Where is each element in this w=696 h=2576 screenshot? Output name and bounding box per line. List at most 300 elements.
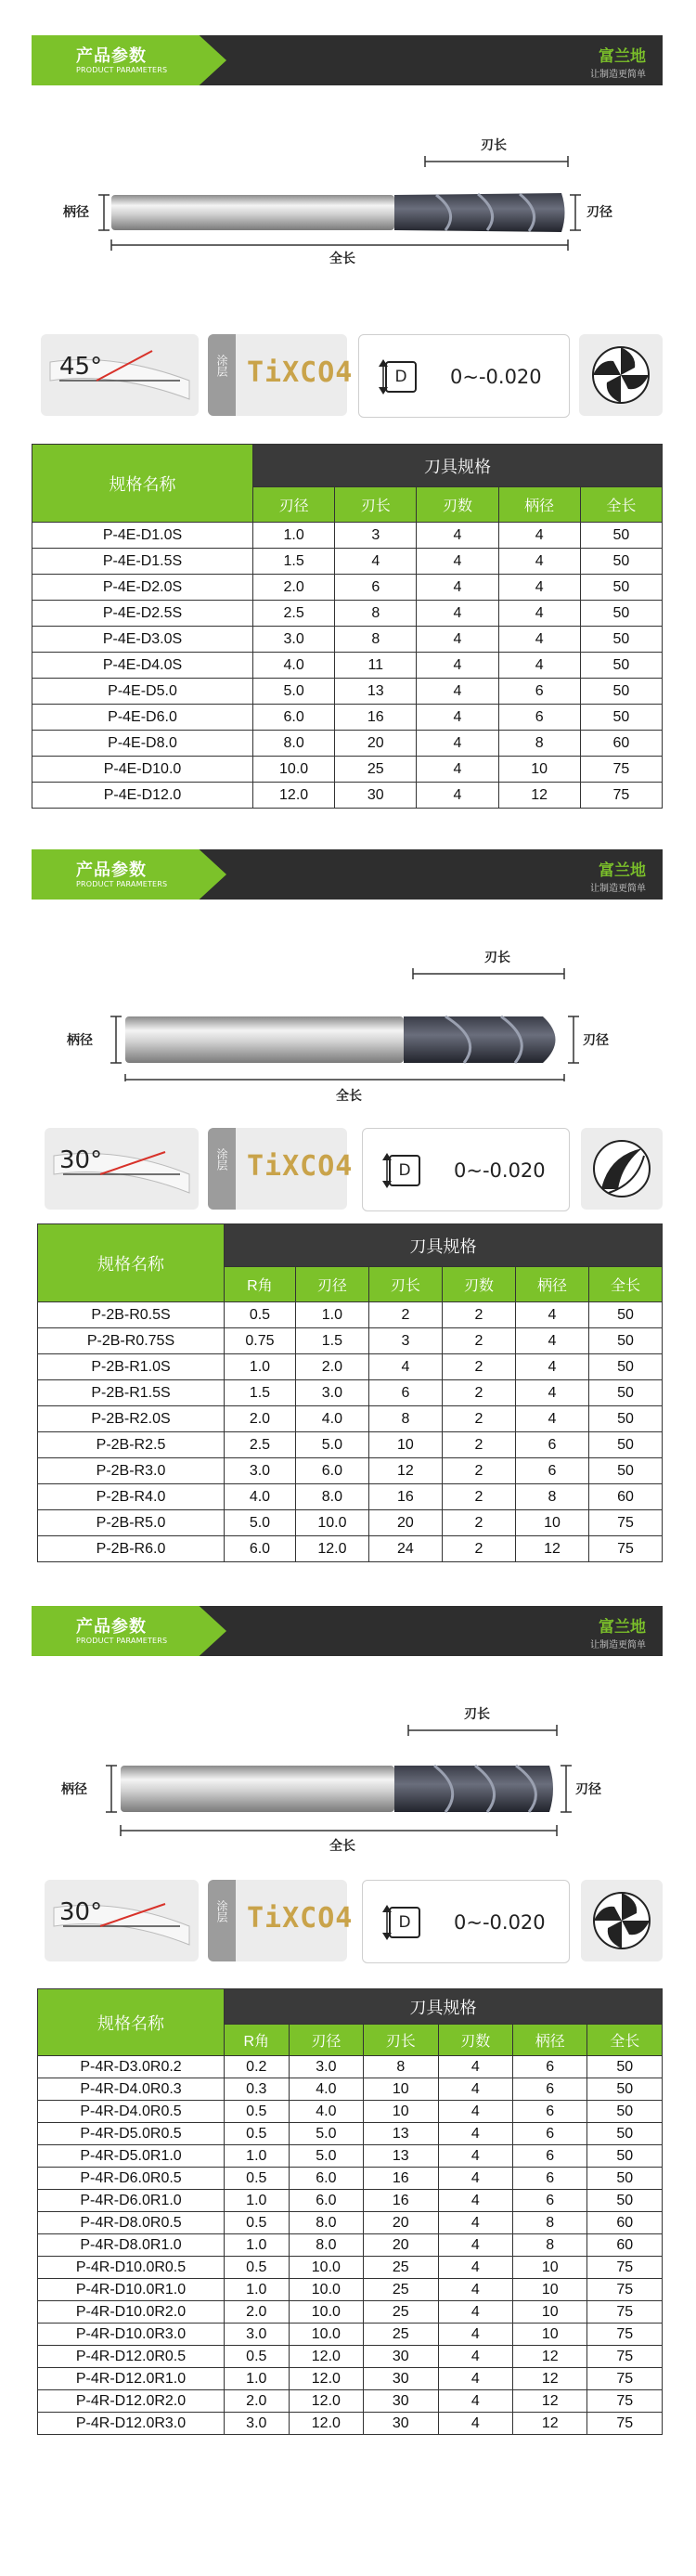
shank-dia-label: 柄径: [63, 205, 89, 220]
column-header: 全长: [580, 487, 662, 523]
spec-value-cell: 4: [438, 2368, 512, 2390]
banner-title: 产品参数: [76, 1617, 147, 1637]
spec-value-cell: 5.0: [295, 1432, 368, 1458]
spec-value-cell: 4.0: [289, 2101, 363, 2123]
spec-name-cell: P-4R-D6.0R0.5: [38, 2168, 225, 2190]
spec-value-cell: 75: [587, 2301, 663, 2324]
spec-value-cell: 10: [515, 1510, 588, 1536]
spec-value-cell: 4: [368, 1354, 442, 1380]
spec-name-cell: P-4R-D8.0R1.0: [38, 2234, 225, 2257]
spec-value-cell: 60: [588, 1484, 662, 1510]
spec-name-cell: P-4R-D8.0R0.5: [38, 2212, 225, 2234]
spec-value-cell: 50: [580, 549, 662, 575]
spec-value-cell: 2.0: [253, 575, 335, 601]
spec-value-cell: 1.0: [225, 2279, 290, 2301]
spec-value-cell: 20: [368, 1510, 442, 1536]
spec-value-cell: 12.0: [289, 2413, 363, 2435]
blade-dia-label: 刃径: [575, 1782, 601, 1797]
spec-value-cell: 13: [364, 2145, 438, 2168]
spec-value-cell: 13: [335, 679, 417, 705]
brand-name: 富兰地: [599, 1618, 646, 1637]
spec-value-cell: 12.0: [289, 2368, 363, 2390]
spec-value-cell: 50: [580, 575, 662, 601]
spec-name-cell: P-2B-R6.0: [38, 1536, 225, 1562]
spec-value-cell: 8: [368, 1406, 442, 1432]
spec-value-cell: 30: [364, 2413, 438, 2435]
spec-value-cell: 4: [438, 2301, 512, 2324]
spec-value-cell: 25: [364, 2324, 438, 2346]
spec-name-cell: P-2B-R4.0: [38, 1484, 225, 1510]
column-header: R角: [225, 1267, 296, 1302]
spec-value-cell: 2: [442, 1458, 515, 1484]
spec-value-cell: 8.0: [295, 1484, 368, 1510]
spec-value-cell: 4: [417, 731, 498, 757]
two-flute-ball-icon: [581, 1128, 663, 1210]
spec-value-cell: 30: [364, 2346, 438, 2368]
coating-badge: [208, 334, 354, 416]
spec-value-cell: 10.0: [289, 2301, 363, 2324]
spec-name-cell: P-4E-D5.0: [32, 679, 253, 705]
table-row: [38, 2168, 663, 2190]
table-row: [38, 2190, 663, 2212]
column-header: 全长: [588, 1267, 662, 1302]
spec-value-cell: 3.0: [225, 1458, 296, 1484]
spec-name-cell: P-2B-R1.5S: [38, 1380, 225, 1406]
group-header: 刀具规格: [225, 1224, 663, 1267]
tolerance-badge: [358, 334, 570, 418]
coating-label-strip: [208, 1880, 236, 1961]
spec-value-cell: 10: [368, 1432, 442, 1458]
spec-value-cell: 20: [364, 2212, 438, 2234]
feature-icons: [32, 334, 663, 420]
spec-name-cell: P-4R-D12.0R1.0: [38, 2368, 225, 2390]
column-header: 刃径: [295, 1267, 368, 1302]
spec-value-cell: 4: [417, 679, 498, 705]
spec-value-cell: 1.5: [225, 1380, 296, 1406]
spec-name-cell: P-4R-D10.0R1.0: [38, 2279, 225, 2301]
blade-dia-label: 刃径: [583, 1033, 609, 1048]
table-row: [38, 2368, 663, 2390]
spec-value-cell: 20: [364, 2234, 438, 2257]
spec-value-cell: 0.5: [225, 1302, 296, 1328]
column-header: R角: [225, 2025, 290, 2056]
spec-name-cell: P-4E-D2.0S: [32, 575, 253, 601]
brand-name: 富兰地: [599, 47, 646, 66]
total-length-label: 全长: [329, 1839, 355, 1854]
spec-value-cell: 50: [580, 705, 662, 731]
corner-radius-end-mill-drawing: [0, 1699, 696, 1838]
spec-value-cell: 10.0: [295, 1510, 368, 1536]
spec-value-cell: 1.0: [225, 2368, 290, 2390]
brand-name: 富兰地: [599, 861, 646, 880]
spec-value-cell: 5.0: [253, 679, 335, 705]
coating-badge: [208, 1880, 354, 1961]
spec-value-cell: 30: [364, 2390, 438, 2413]
spec-value-cell: 4: [417, 705, 498, 731]
spec-value-cell: 50: [588, 1380, 662, 1406]
spec-value-cell: 75: [587, 2368, 663, 2390]
spec-value-cell: 10.0: [289, 2257, 363, 2279]
spec-name-cell: P-4E-D12.0: [32, 783, 253, 809]
spec-value-cell: 10: [513, 2279, 587, 2301]
coating-name: TiXCO4: [247, 1150, 354, 1183]
spec-value-cell: 25: [364, 2279, 438, 2301]
table-row: [38, 1328, 663, 1354]
column-header: 全长: [587, 2025, 663, 2056]
table-row: [38, 2101, 663, 2123]
table-row: [38, 2123, 663, 2145]
table-row: [32, 653, 663, 679]
spec-value-cell: 50: [587, 2056, 663, 2078]
shank-dia-label: 柄径: [61, 1782, 87, 1797]
spec-value-cell: 8: [335, 601, 417, 627]
diameter-symbol: D: [389, 1155, 420, 1186]
spec-value-cell: 2: [442, 1328, 515, 1354]
spec-value-cell: 6: [513, 2056, 587, 2078]
column-header: 刃长: [364, 2025, 438, 2056]
table-row: [38, 2413, 663, 2435]
table-row: [38, 2212, 663, 2234]
spec-value-cell: 0.75: [225, 1328, 296, 1354]
banner-subtitle: PRODUCT PARAMETERS: [76, 66, 168, 74]
banner-subtitle: PRODUCT PARAMETERS: [76, 880, 168, 888]
spec-value-cell: 8: [364, 2056, 438, 2078]
table-row: [38, 1510, 663, 1536]
spec-value-cell: 75: [588, 1510, 662, 1536]
spec-value-cell: 50: [588, 1458, 662, 1484]
spec-value-cell: 75: [580, 783, 662, 809]
spec-value-cell: 75: [588, 1536, 662, 1562]
spec-name-cell: P-4E-D8.0: [32, 731, 253, 757]
feature-icons: [32, 1128, 663, 1213]
spec-value-cell: 50: [588, 1406, 662, 1432]
spec-value-cell: 75: [587, 2413, 663, 2435]
column-header: 刃数: [417, 487, 498, 523]
table-row: [38, 2390, 663, 2413]
spec-table-4r: [37, 1988, 663, 2435]
spec-name-cell: P-2B-R1.0S: [38, 1354, 225, 1380]
spec-value-cell: 3.0: [289, 2056, 363, 2078]
spec-value-cell: 60: [580, 731, 662, 757]
spec-value-cell: 4: [515, 1406, 588, 1432]
spec-name-cell: P-4E-D6.0: [32, 705, 253, 731]
group-header: 刀具规格: [225, 1989, 663, 2025]
table-row: [32, 549, 663, 575]
spec-value-cell: 0.5: [225, 2212, 290, 2234]
spec-value-cell: 4.0: [295, 1406, 368, 1432]
spec-value-cell: 6.0: [295, 1458, 368, 1484]
spec-value-cell: 3.0: [253, 627, 335, 653]
spec-value-cell: 4: [515, 1354, 588, 1380]
spec-value-cell: 30: [335, 783, 417, 809]
blade-length-label: 刃长: [484, 951, 510, 965]
spec-value-cell: 4: [498, 601, 580, 627]
spec-value-cell: 10: [513, 2324, 587, 2346]
spec-value-cell: 4: [417, 783, 498, 809]
table-row: [38, 2056, 663, 2078]
coating-label-strip: [208, 1128, 236, 1210]
spec-name-cell: P-4E-D1.0S: [32, 523, 253, 549]
spec-value-cell: 10.0: [289, 2324, 363, 2346]
spec-name-cell: P-4R-D5.0R0.5: [38, 2123, 225, 2145]
banner: [32, 1606, 663, 1656]
spec-name-cell: P-4E-D1.5S: [32, 549, 253, 575]
spec-name-cell: P-4R-D6.0R1.0: [38, 2190, 225, 2212]
spec-value-cell: 0.5: [225, 2346, 290, 2368]
name-header: 规格名称: [32, 445, 253, 523]
table-row: [38, 1406, 663, 1432]
table-row: [38, 1536, 663, 1562]
column-header: 刃长: [335, 487, 417, 523]
spec-value-cell: 6.0: [289, 2168, 363, 2190]
spec-value-cell: 1.5: [295, 1328, 368, 1354]
flute-section-badge: [579, 334, 663, 416]
spec-value-cell: 16: [368, 1484, 442, 1510]
spec-value-cell: 10: [513, 2301, 587, 2324]
spec-value-cell: 0.3: [225, 2078, 290, 2101]
spec-value-cell: 8.0: [289, 2212, 363, 2234]
spec-value-cell: 4: [438, 2078, 512, 2101]
spec-value-cell: 3: [335, 523, 417, 549]
spec-name-cell: P-4R-D10.0R2.0: [38, 2301, 225, 2324]
spec-value-cell: 75: [587, 2279, 663, 2301]
spec-name-cell: P-2B-R5.0: [38, 1510, 225, 1536]
column-header: 柄径: [515, 1267, 588, 1302]
spec-name-cell: P-4R-D4.0R0.5: [38, 2101, 225, 2123]
tool-diagram: [0, 942, 696, 1104]
spec-value-cell: 50: [587, 2078, 663, 2101]
spec-value-cell: 1.0: [253, 523, 335, 549]
diameter-symbol: D: [389, 1907, 420, 1938]
spec-name-cell: P-4R-D4.0R0.3: [38, 2078, 225, 2101]
table-body: [32, 523, 663, 809]
coating-label-strip: [208, 334, 236, 416]
banner: [32, 35, 663, 85]
spec-table-4e: [32, 444, 663, 809]
spec-value-cell: 2.0: [225, 2301, 290, 2324]
diameter-symbol: D: [385, 361, 417, 393]
spec-value-cell: 2: [442, 1406, 515, 1432]
spec-value-cell: 8: [513, 2212, 587, 2234]
spec-value-cell: 4: [417, 601, 498, 627]
tolerance-badge: [362, 1128, 570, 1211]
spec-value-cell: 12: [513, 2390, 587, 2413]
table-body: [38, 2056, 663, 2435]
spec-value-cell: 6.0: [289, 2190, 363, 2212]
spec-value-cell: 4: [438, 2056, 512, 2078]
spec-value-cell: 2: [442, 1536, 515, 1562]
table-row: [38, 1458, 663, 1484]
spec-value-cell: 12: [368, 1458, 442, 1484]
spec-value-cell: 8: [513, 2234, 587, 2257]
spec-name-cell: P-4R-D12.0R0.5: [38, 2346, 225, 2368]
helix-angle-value: 30°: [59, 1898, 103, 1926]
spec-value-cell: 4: [438, 2324, 512, 2346]
spec-value-cell: 4: [438, 2168, 512, 2190]
spec-value-cell: 4: [515, 1328, 588, 1354]
helix-angle-badge: [45, 1128, 199, 1210]
spec-value-cell: 8.0: [253, 731, 335, 757]
spec-value-cell: 2: [368, 1302, 442, 1328]
spec-value-cell: 4: [438, 2346, 512, 2368]
coating-label: 涂层: [215, 1148, 228, 1171]
spec-value-cell: 8.0: [289, 2234, 363, 2257]
table-row: [38, 2324, 663, 2346]
table-row: [38, 1302, 663, 1328]
table-row: [32, 523, 663, 549]
spec-value-cell: 6: [513, 2145, 587, 2168]
spec-value-cell: 0.2: [225, 2056, 290, 2078]
spec-value-cell: 4: [438, 2257, 512, 2279]
spec-value-cell: 50: [587, 2190, 663, 2212]
spec-value-cell: 10.0: [253, 757, 335, 783]
table-row: [38, 2145, 663, 2168]
spec-value-cell: 50: [580, 653, 662, 679]
spec-value-cell: 12.0: [289, 2390, 363, 2413]
banner-title: 产品参数: [76, 46, 147, 66]
banner-subtitle: PRODUCT PARAMETERS: [76, 1637, 168, 1645]
spec-value-cell: 2.0: [225, 1406, 296, 1432]
coating-label: 涂层: [215, 1900, 228, 1922]
spec-value-cell: 12.0: [289, 2346, 363, 2368]
spec-value-cell: 10: [364, 2078, 438, 2101]
shank-dia-label: 柄径: [67, 1033, 93, 1048]
tool-diagram: [0, 1699, 696, 1854]
column-header: 刃长: [368, 1267, 442, 1302]
spec-value-cell: 1.0: [225, 2190, 290, 2212]
spec-value-cell: 50: [588, 1328, 662, 1354]
spec-value-cell: 60: [587, 2234, 663, 2257]
spec-name-cell: P-4E-D10.0: [32, 757, 253, 783]
name-header: 规格名称: [38, 1989, 225, 2056]
spec-value-cell: 2: [442, 1302, 515, 1328]
spec-value-cell: 4: [417, 627, 498, 653]
spec-value-cell: 6: [513, 2101, 587, 2123]
spec-value-cell: 4: [515, 1380, 588, 1406]
table-row: [38, 2346, 663, 2368]
helix-angle-value: 30°: [59, 1146, 103, 1174]
spec-value-cell: 2.5: [225, 1432, 296, 1458]
tolerance-value: 0~-0.020: [454, 1911, 546, 1934]
table-row: [38, 1380, 663, 1406]
spec-value-cell: 50: [587, 2145, 663, 2168]
helix-angle-badge: [45, 1880, 199, 1961]
spec-value-cell: 50: [580, 523, 662, 549]
spec-name-cell: P-4E-D4.0S: [32, 653, 253, 679]
spec-value-cell: 6: [515, 1432, 588, 1458]
spec-value-cell: 2.0: [295, 1354, 368, 1380]
ball-end-mill-drawing: [0, 942, 696, 1081]
helix-angle-value: 45°: [59, 353, 103, 381]
column-header: 刃数: [442, 1267, 515, 1302]
spec-value-cell: 4: [335, 549, 417, 575]
spec-name-cell: P-2B-R0.5S: [38, 1302, 225, 1328]
coating-name: TiXCO4: [247, 356, 354, 389]
table-row: [38, 1354, 663, 1380]
table-row: [32, 757, 663, 783]
tolerance-value: 0~-0.020: [450, 366, 542, 388]
spec-value-cell: 8: [515, 1484, 588, 1510]
total-length-label: 全长: [329, 252, 355, 266]
spec-name-cell: P-4R-D12.0R2.0: [38, 2390, 225, 2413]
spec-value-cell: 16: [335, 705, 417, 731]
spec-value-cell: 1.0: [225, 1354, 296, 1380]
spec-name-cell: P-4R-D12.0R3.0: [38, 2413, 225, 2435]
spec-value-cell: 6: [498, 705, 580, 731]
spec-value-cell: 12: [515, 1536, 588, 1562]
spec-value-cell: 6: [335, 575, 417, 601]
banner-title: 产品参数: [76, 861, 147, 880]
spec-value-cell: 20: [335, 731, 417, 757]
column-header: 刃数: [438, 2025, 512, 2056]
spec-value-cell: 75: [587, 2257, 663, 2279]
spec-value-cell: 10: [364, 2101, 438, 2123]
spec-value-cell: 30: [364, 2368, 438, 2390]
spec-value-cell: 0.5: [225, 2123, 290, 2145]
table-row: [38, 2234, 663, 2257]
spec-value-cell: 0.5: [225, 2168, 290, 2190]
spec-value-cell: 75: [587, 2324, 663, 2346]
spec-value-cell: 1.0: [225, 2145, 290, 2168]
table-row: [32, 601, 663, 627]
spec-value-cell: 12.0: [253, 783, 335, 809]
spec-name-cell: P-4R-D5.0R1.0: [38, 2145, 225, 2168]
spec-value-cell: 11: [335, 653, 417, 679]
blade-length-label: 刃长: [464, 1707, 490, 1722]
table-row: [32, 575, 663, 601]
brand-slogan: 让制造更简单: [590, 884, 646, 894]
spec-value-cell: 6: [498, 679, 580, 705]
spec-value-cell: 4.0: [289, 2078, 363, 2101]
spec-value-cell: 75: [587, 2346, 663, 2368]
spec-value-cell: 50: [588, 1354, 662, 1380]
coating-badge: [208, 1128, 354, 1210]
table-row: [32, 783, 663, 809]
spec-value-cell: 2: [442, 1432, 515, 1458]
spec-value-cell: 4: [438, 2234, 512, 2257]
coating-label: 涂层: [215, 355, 228, 377]
spec-value-cell: 10: [498, 757, 580, 783]
spec-value-cell: 4: [417, 653, 498, 679]
table-row: [38, 1484, 663, 1510]
spec-value-cell: 13: [364, 2123, 438, 2145]
spec-value-cell: 50: [588, 1432, 662, 1458]
spec-name-cell: P-2B-R2.5: [38, 1432, 225, 1458]
spec-value-cell: 50: [580, 679, 662, 705]
table-body: [38, 1302, 663, 1562]
spec-value-cell: 4: [438, 2390, 512, 2413]
brand-slogan: 让制造更简单: [590, 70, 646, 80]
spec-value-cell: 4: [438, 2190, 512, 2212]
table-row: [38, 2279, 663, 2301]
spec-value-cell: 3.0: [225, 2413, 290, 2435]
spec-name-cell: P-4R-D10.0R0.5: [38, 2257, 225, 2279]
spec-value-cell: 75: [580, 757, 662, 783]
helix-angle-badge: [41, 334, 199, 416]
spec-value-cell: 50: [588, 1302, 662, 1328]
column-header: 柄径: [498, 487, 580, 523]
spec-value-cell: 4: [438, 2123, 512, 2145]
spec-value-cell: 4: [498, 523, 580, 549]
spec-name-cell: P-4R-D3.0R0.2: [38, 2056, 225, 2078]
spec-value-cell: 24: [368, 1536, 442, 1562]
spec-value-cell: 2.5: [253, 601, 335, 627]
spec-value-cell: 4: [417, 549, 498, 575]
spec-value-cell: 4: [438, 2212, 512, 2234]
name-header: 规格名称: [38, 1224, 225, 1302]
spec-value-cell: 12: [513, 2346, 587, 2368]
spec-value-cell: 6: [513, 2078, 587, 2101]
